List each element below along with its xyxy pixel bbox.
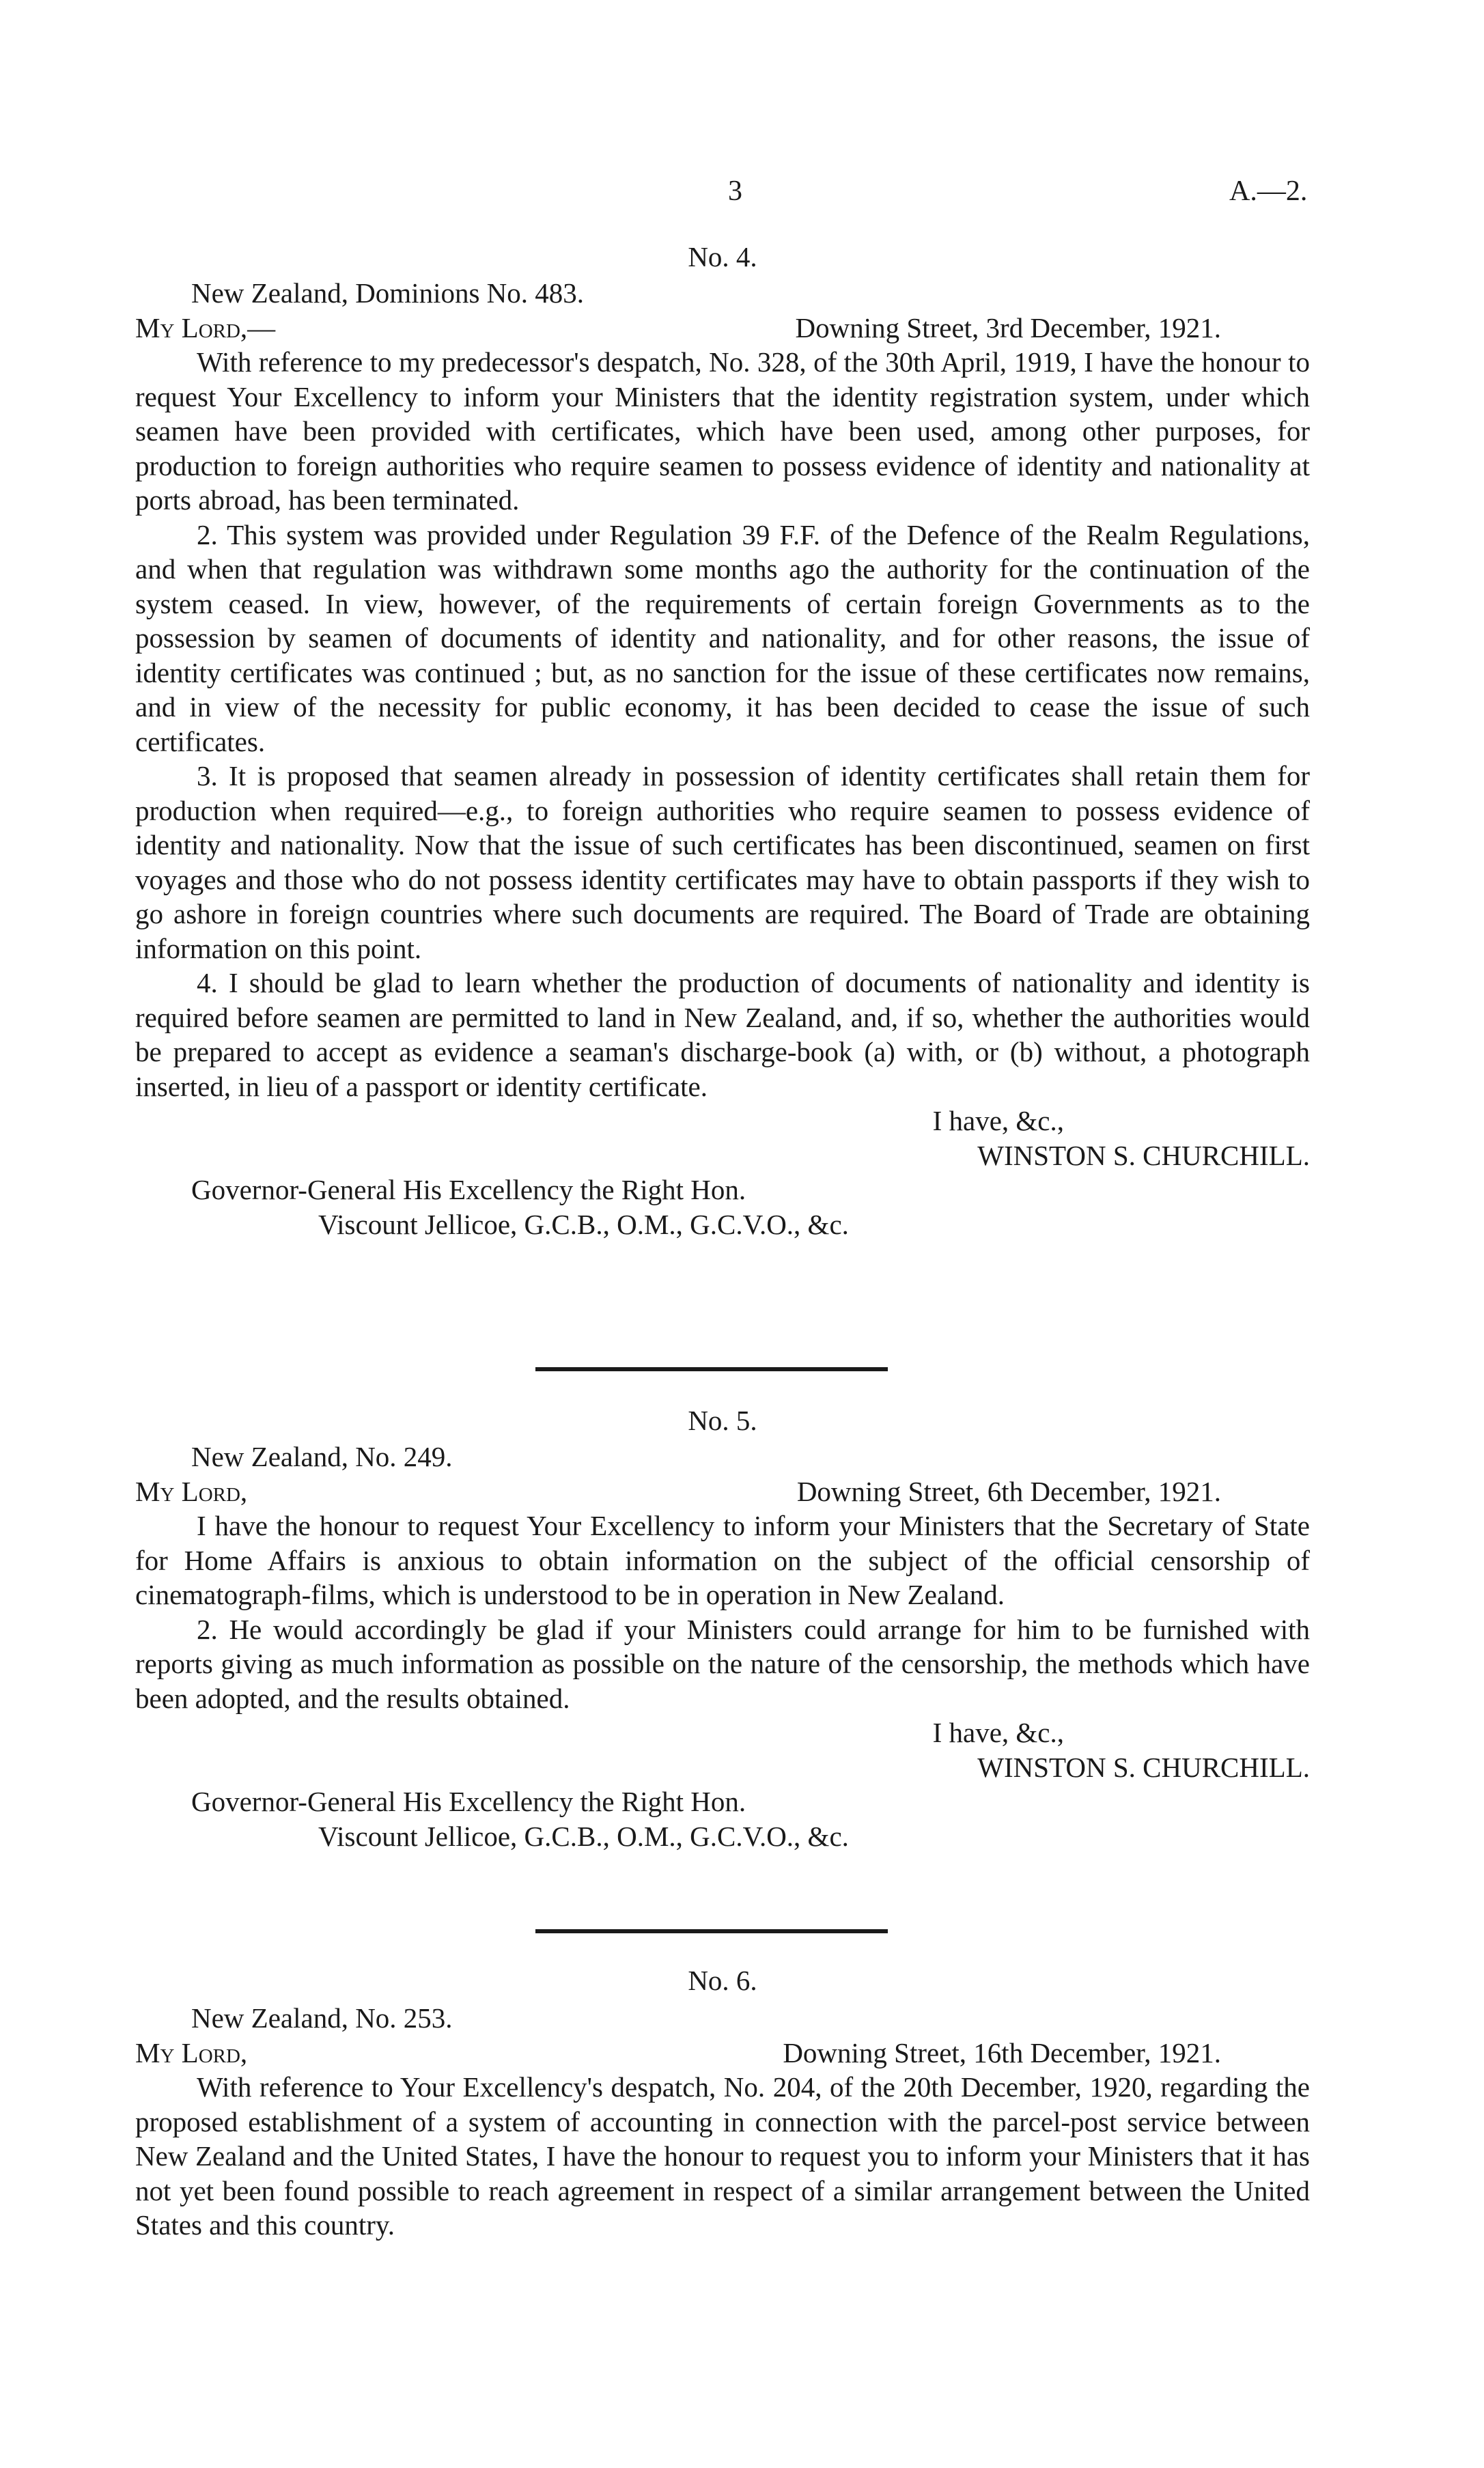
despatch-6-paragraph-1: With reference to Your Excellency's despatch, No. 204, of the 20th December, 1920, regarding the proposed establishment of a system of accounting in connection with the parcel-post service between New Zealand and the United States, I have the honour to request you to inform your Ministers that it has not yet been found possible to reach agreement in respect of a similar arrangement between the United States and this country. bbox=[135, 2071, 1310, 2241]
despatch-4-addressee-2: Viscount Jellicoe, G.C.B., O.M., G.C.V.O., &c. bbox=[318, 1208, 849, 1240]
despatch-5-paragraph-1: I have the honour to request Your Excellency to inform your Ministers that the Secretary of State for Home Affairs is anxious to obtain information on the subject of the official censorship of cinematograph-films, which is understood to be in operation in New Zealand. bbox=[135, 1510, 1310, 1610]
despatch-6-place-date: Downing Street, 16th December, 1921. bbox=[783, 2036, 1221, 2069]
despatch-4-signature-row bbox=[135, 1138, 1310, 1173]
despatch-4-paragraph-1: With reference to my predecessor's despatch, No. 328, of the 30th April, 1919, I have the honour to request Your Excellency to inform your Ministers that the identity registration system, under which seamen have been provided with certificates, which have been used, among other purposes, for production to foreign authorities who require seamen to possess evidence of identity and nationality at ports abroad, has been terminated. bbox=[135, 346, 1310, 516]
despatch-4-ref: New Zealand, Dominions No. 483. bbox=[191, 277, 585, 309]
page-number: 3 bbox=[728, 176, 742, 207]
despatch-5-addressee-2: Viscount Jellicoe, G.C.B., O.M., G.C.V.O., &c. bbox=[318, 1820, 849, 1852]
despatch-4-paragraph-2: 2. This system was provided under Regulation 39 F.F. of the Defence of the Realm Regulations, and when that regulation was withdrawn some months ago the authority for the continuation of the system ceased. In view, however, of the requirements of certain foreign Governments as to the possession by seamen of documents of identity and nationality, and for other reasons, the issue of identity certificates was continued ; but, as no sanction for the issue of these certificates now remains, and in view of the necessity for public economy, it has been decided to cease the issue of such certificates. bbox=[135, 518, 1310, 757]
section-divider bbox=[535, 1367, 888, 1371]
despatch-5-salutation: My Lord, bbox=[135, 1475, 248, 1507]
despatch-6 bbox=[135, 2001, 1310, 2243]
despatch-4-salutation-row bbox=[135, 311, 1310, 346]
despatch-5-number: No. 5. bbox=[688, 1405, 757, 1436]
despatch-6-salutation: My Lord, bbox=[135, 2036, 248, 2069]
despatch-5-addressee-1: Governor-General His Excellency the Right Hon. bbox=[191, 1786, 746, 1817]
despatch-5-place-date: Downing Street, 6th December, 1921. bbox=[796, 1475, 1221, 1507]
despatch-4-closing-row bbox=[135, 1104, 1310, 1138]
despatch-4-closing: I have, &c., bbox=[932, 1105, 1064, 1136]
despatch-4 bbox=[135, 276, 1310, 1242]
despatch-4-paragraph-3: 3. It is proposed that seamen already in possession of identity certificates shall retain them for production when required—e.g., to foreign authorities who require seamen to possess evidence of identity and nationality. Now that the issue of such certificates has been discontinued, seamen on first voyages and those who do not possess identity certificates may have to obtain passports if they wish to go ashore in foreign countries where such documents are required. The Board of Trade are obtaining information on this point. bbox=[135, 760, 1310, 964]
despatch-4-signature: WINSTON S. CHURCHILL. bbox=[977, 1139, 1310, 1171]
despatch-4-addressee-1: Governor-General His Excellency the Right Hon. bbox=[191, 1174, 746, 1205]
despatch-5-ref: New Zealand, No. 249. bbox=[191, 1441, 453, 1472]
despatch-5-closing: I have, &c., bbox=[932, 1717, 1064, 1748]
despatch-4-place-date: Downing Street, 3rd December, 1921. bbox=[795, 311, 1221, 343]
despatch-4-salutation: My Lord,— bbox=[135, 311, 276, 343]
despatch-6-ref: New Zealand, No. 253. bbox=[191, 2002, 453, 2034]
despatch-5-signature: WINSTON S. CHURCHILL. bbox=[977, 1751, 1310, 1783]
despatch-6-number: No. 6. bbox=[688, 1965, 757, 1996]
despatch-6-salutation-row bbox=[135, 2036, 1310, 2071]
despatch-5-closing-row bbox=[135, 1715, 1310, 1750]
despatch-5 bbox=[135, 1440, 1310, 1853]
despatch-5-paragraph-2: 2. He would accordingly be glad if your Ministers could arrange for him to be furnished with reports giving as much information as possible on the nature of the censorship, the methods which have been adopted, and the results obtained. bbox=[135, 1613, 1310, 1714]
document-reference: A.—2. bbox=[1229, 176, 1308, 207]
despatch-4-number: No. 4. bbox=[688, 241, 757, 272]
section-divider bbox=[535, 1929, 888, 1933]
despatch-5-signature-row bbox=[135, 1750, 1310, 1785]
despatch-4-paragraph-4: 4. I should be glad to learn whether the production of documents of nationality and identity is required before seamen are permitted to land in New Zealand, and, if so, whether the authorities would be prepared to accept as evidence a seaman's discharge-book (a) with, or (b) without, a photograph inserted, in lieu of a passport or identity certificate. bbox=[135, 967, 1310, 1102]
despatch-5-salutation-row bbox=[135, 1474, 1310, 1509]
